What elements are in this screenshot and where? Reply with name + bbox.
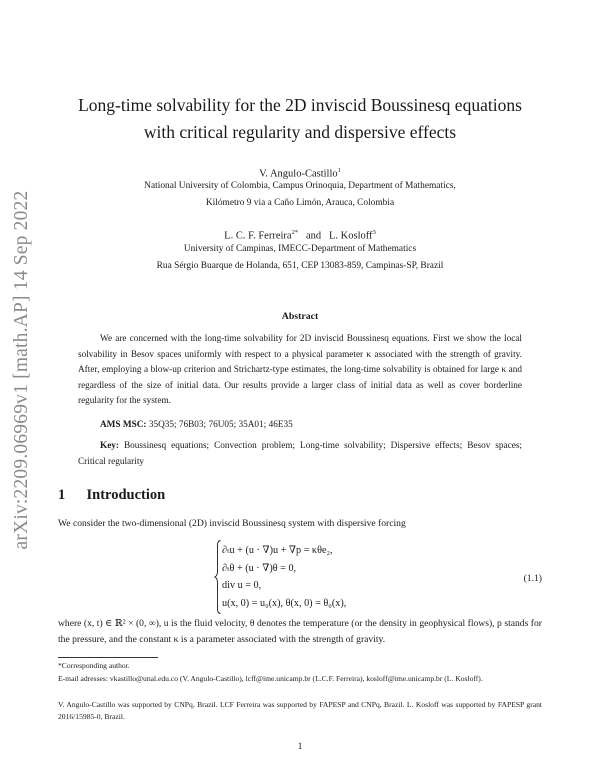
footnote-rule [58, 657, 158, 658]
abstract-title: Abstract [281, 311, 319, 322]
footnote-funding: V. Angulo-Castillo was supported by CNPq, Brazil. LCF Ferreira was supported by FAPESP and CNPq, Brazil. L. Kosloff was supported by FAPESP grant 2016/15985-0, Brazil. [58, 700, 542, 722]
section-title: Introduction [86, 487, 166, 503]
section-heading [58, 487, 165, 504]
equation-transport: ∂ₜθ + (u · ∇)θ = 0, [222, 562, 297, 574]
author-1-name: V. Angulo-Castillo [259, 168, 338, 180]
author-1-mark: 1 [337, 167, 341, 174]
msc-line [100, 420, 522, 430]
intro-sentence: We consider the two-dimensional (2D) inviscid Boussinesq system with dispersive forcing [58, 518, 406, 529]
page-number: 1 [297, 741, 303, 752]
paper-title [0, 92, 600, 146]
title-line-1: Long-time solvability for the 2D inviscid Boussinesq equations [78, 95, 522, 115]
affiliation-1-line-2: Kilómetro 9 via a Caño Limón, Arauca, Colombia [205, 197, 395, 208]
affiliation-2-line-1: University of Campinas, IMECC-Department of Mathematics [183, 244, 417, 254]
arxiv-id: arXiv:2209.06969v1 [math.AP] 14 Sep 2022 [11, 190, 32, 550]
equation-initial-data: u(x, 0) = u₀(x), θ(x, 0) = θ₀(x), [222, 597, 347, 609]
equation-number: (1.1) [523, 573, 542, 584]
affiliation-1 [0, 178, 600, 211]
keywords-text: Boussinesq equations; Convection problem; Long-time solvability; Dispersive effects; Besov spaces; Critical regularity [78, 441, 522, 467]
keywords-label: Key: [100, 441, 120, 451]
left-brace [214, 540, 221, 614]
msc-label: AMS MSC: [100, 420, 147, 430]
equation-momentum: ∂ₜu + (u · ∇)u + ∇p = κθe₂, [222, 545, 333, 556]
affiliation-2 [0, 241, 600, 274]
affiliation-2-line-2: Rua Sérgio Buarque de Holanda, 651, CEP 13083-859, Campinas-SP, Brazil [156, 260, 444, 271]
author-3-name: L. Kosloff [329, 230, 373, 242]
section-number: 1 [58, 487, 66, 503]
equation-divergence: div u = 0, [222, 580, 262, 591]
msc-codes: 35Q35; 76B03; 76U05; 35A01; 46E35 [148, 420, 293, 430]
abstract-text: We are concerned with the long-time solvability for 2D inviscid Boussinesq equations. First we show the local solvability in Besov spaces uniformly with respect to a physical parameter κ associated with the strength of gravity. After, employing a blow-up criterion and Strichartz-type estimates, the long-time solvability is obtained for large κ and regardless of the size of initial data. Our results provide a larger class of initial data as well as cover borderline regularity for the system. [78, 334, 522, 407]
footnote-emails: E-mail adresses: vkastillo@unal.edu.co (V. Angulo-Castillo), lcff@ime.unicamp.br (L.C.F. Ferreira), kosloff@ime.unicamp.br (L. Kosloff). [58, 674, 483, 683]
title-line-2: with critical regularity and dispersive effects [143, 122, 457, 142]
footnote-corresponding: *Corresponding author. [58, 661, 130, 670]
equation-system [222, 542, 422, 612]
author-and: and [305, 230, 322, 242]
author-2-name: L. C. F. Ferreira [224, 230, 292, 242]
where-paragraph: where (x, t) ∈ ℝ² × (0, ∞), u is the fluid velocity, θ denotes the temperature (or the density in geophysical flows), p stands for the pressure, and the constant κ is a parameter associated with the strength of gravity. [58, 618, 542, 646]
author-3-mark: 3 [372, 229, 376, 236]
author-2-mark: 2* [291, 229, 299, 236]
keywords [78, 439, 522, 470]
affiliation-1-line-1: National University of Colombia, Campus Orinoquia, Department of Mathematics, [144, 181, 456, 191]
